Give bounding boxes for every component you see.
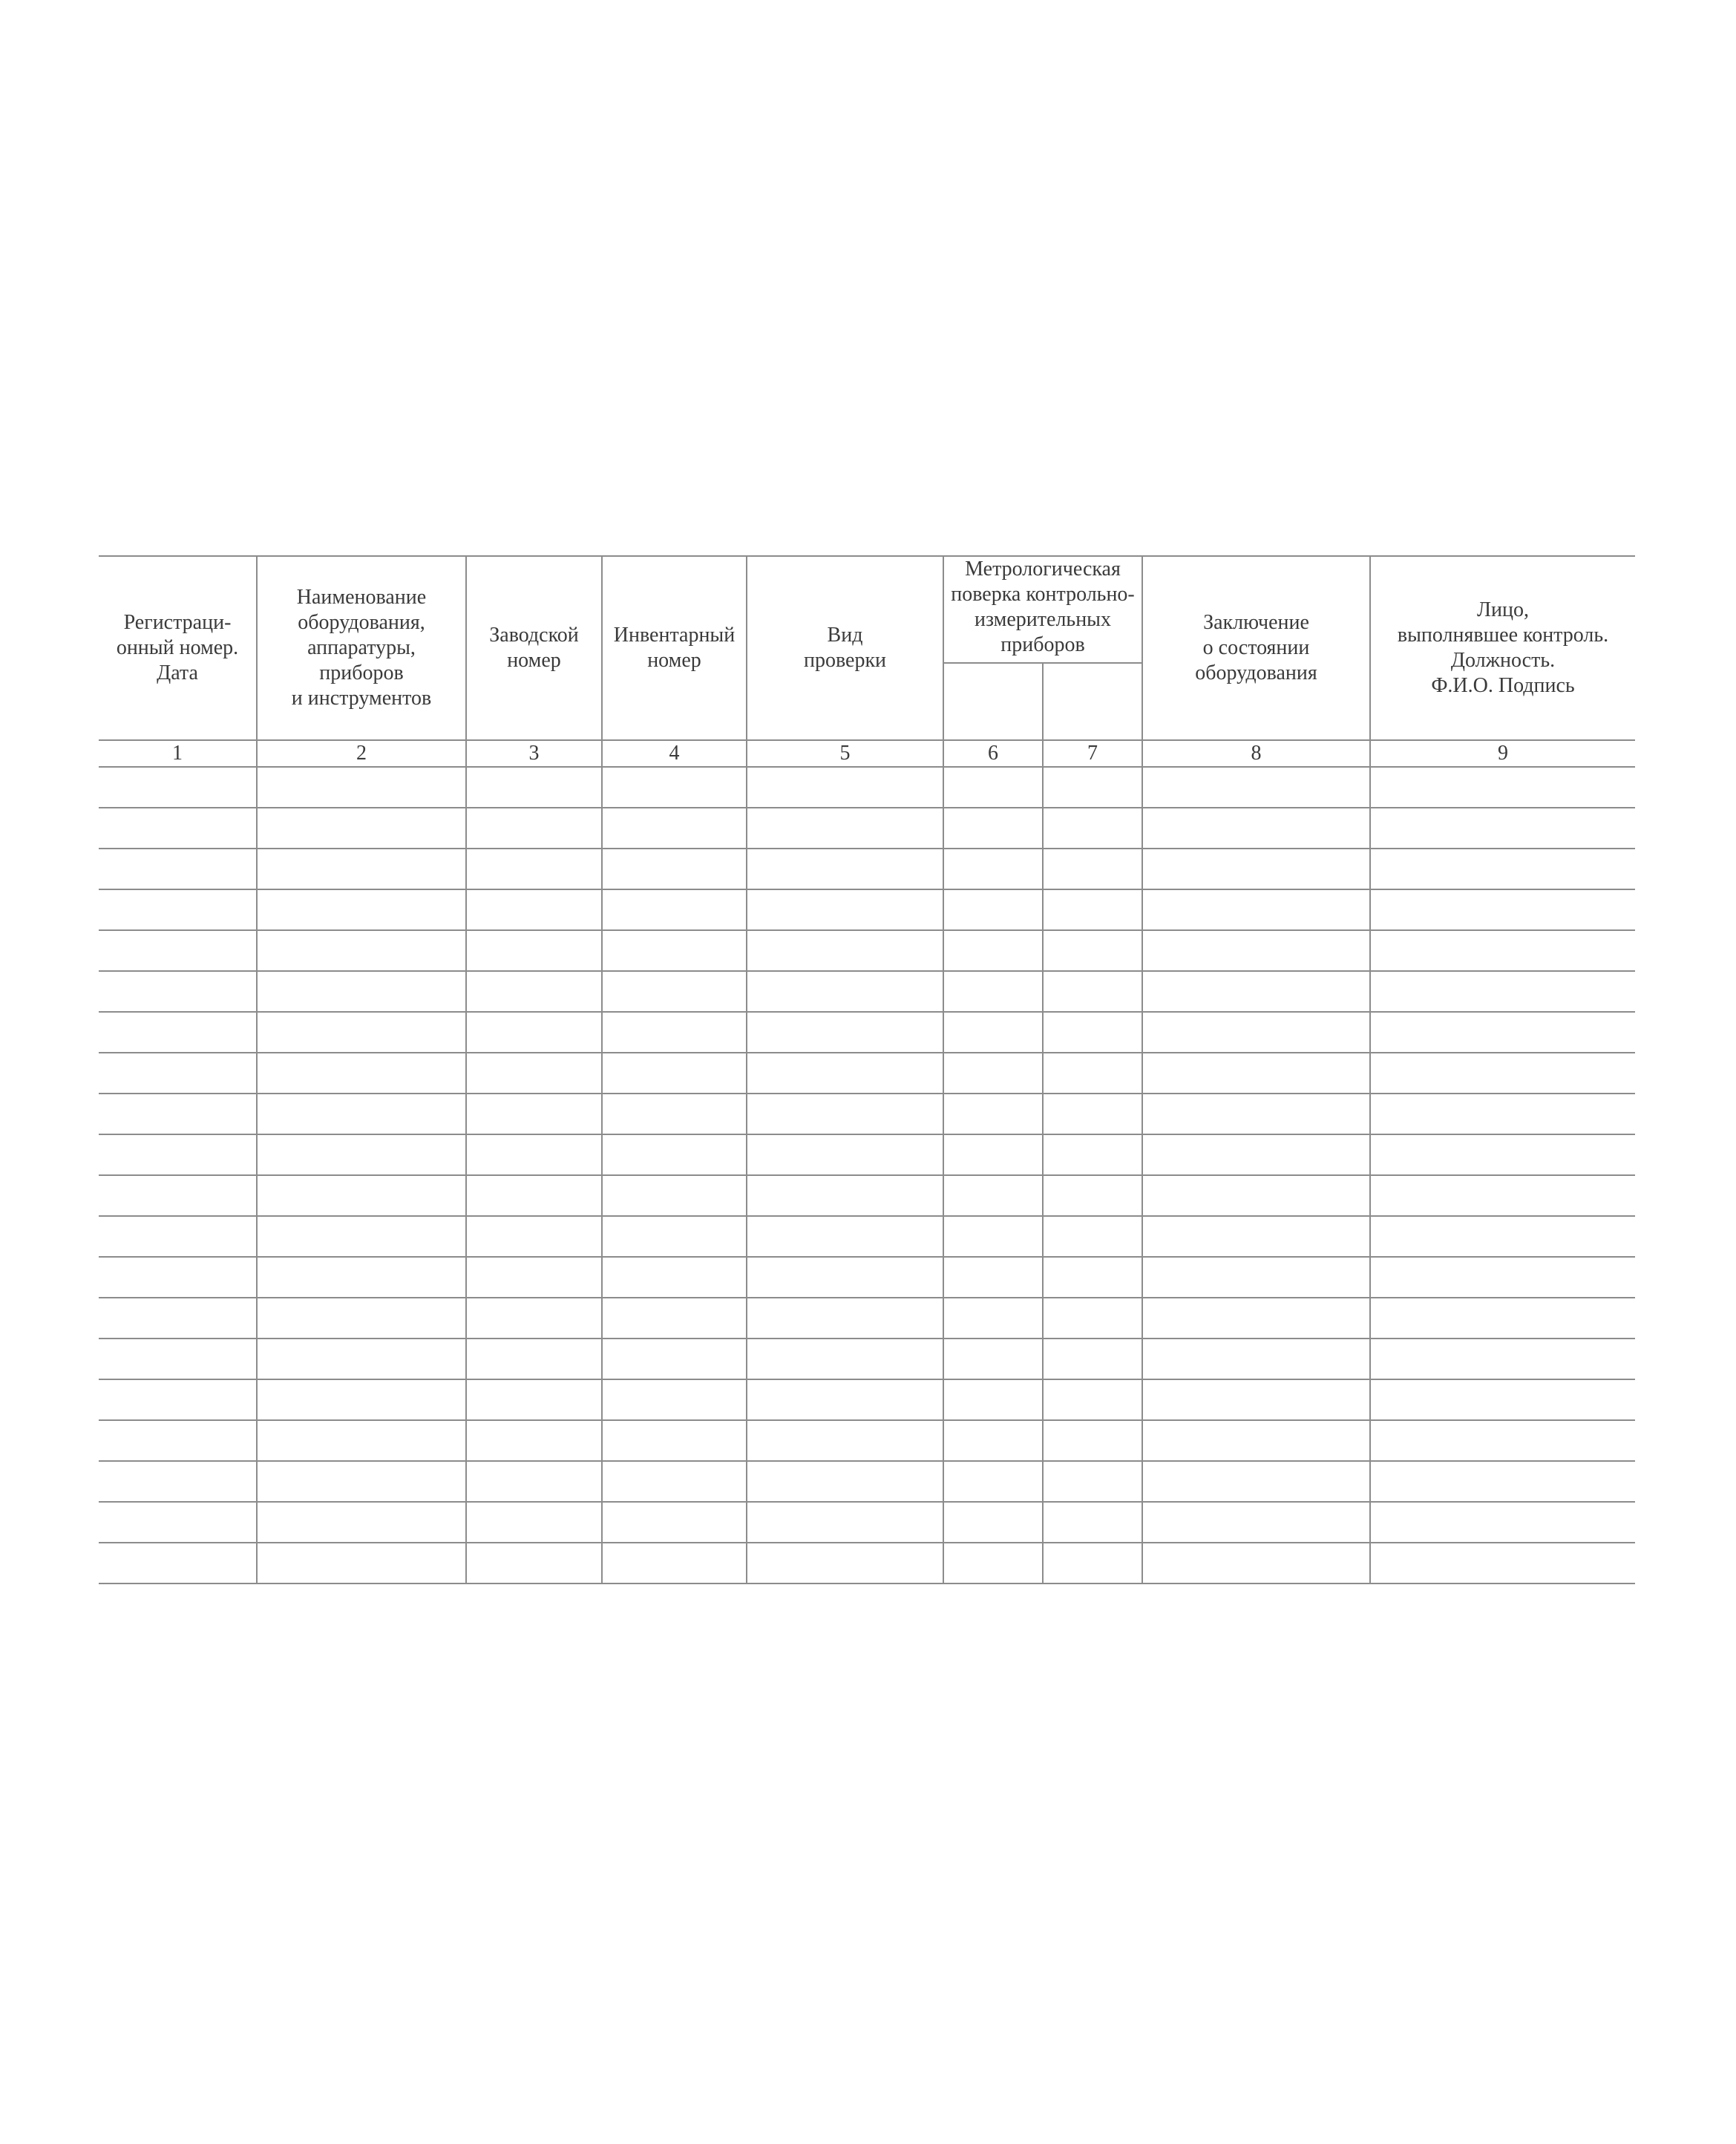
table-cell: [602, 1175, 747, 1216]
table-cell: [99, 1134, 257, 1175]
table-cell: [1370, 1461, 1635, 1502]
table-cell: [602, 1012, 747, 1053]
table-cell: [1142, 971, 1370, 1012]
header-label: Инвентарный номер: [613, 624, 736, 672]
table-row: [99, 1502, 1635, 1543]
table-cell: [1043, 1257, 1142, 1298]
header-serial-number: [466, 556, 602, 740]
table-cell: [1043, 1298, 1142, 1339]
table-cell: [602, 849, 747, 889]
table-cell: [466, 1339, 602, 1379]
table-cell: [602, 1298, 747, 1339]
table-row: [99, 1216, 1635, 1257]
table-cell: [943, 930, 1043, 971]
table-cell: [1370, 1053, 1635, 1094]
table-cell: [1142, 889, 1370, 930]
table-cell: [943, 1502, 1043, 1543]
table-cell: [747, 1339, 943, 1379]
header-label: Наименование оборудования, аппаратуры, приборов и инструментов: [291, 586, 432, 710]
table-cell: [747, 1216, 943, 1257]
table-cell: [943, 1012, 1043, 1053]
table-cell: [99, 1175, 257, 1216]
table-cell: [257, 1257, 466, 1298]
table-cell: [1142, 1094, 1370, 1134]
table-cell: [747, 1053, 943, 1094]
table-cell: [99, 1298, 257, 1339]
table-cell: [1043, 889, 1142, 930]
table-cell: [1142, 1053, 1370, 1094]
table-cell: [257, 1175, 466, 1216]
table-cell: [466, 1420, 602, 1461]
table-cell: [1142, 1257, 1370, 1298]
table-cell: [1142, 930, 1370, 971]
column-number: 3: [466, 740, 602, 767]
table-cell: [466, 930, 602, 971]
table-row: [99, 1012, 1635, 1053]
table-cell: [1370, 1543, 1635, 1584]
table-cell: [1370, 1012, 1635, 1053]
column-number: 7: [1043, 740, 1142, 767]
table-cell: [943, 1053, 1043, 1094]
table-cell: [257, 889, 466, 930]
table-cell: [257, 849, 466, 889]
table-cell: [1142, 1216, 1370, 1257]
header-label: Регистраци- онный номер. Дата: [116, 611, 239, 684]
table-cell: [943, 1420, 1043, 1461]
table-cell: [1142, 1175, 1370, 1216]
table-cell: [466, 1216, 602, 1257]
table-cell: [466, 889, 602, 930]
table-cell: [602, 1420, 747, 1461]
table-cell: [1370, 849, 1635, 889]
table-cell: [466, 767, 602, 808]
table-cell: [257, 1053, 466, 1094]
column-number: 4: [602, 740, 747, 767]
table-cell: [466, 971, 602, 1012]
table-cell: [257, 1379, 466, 1420]
table-cell: [943, 1094, 1043, 1134]
column-number: 5: [747, 740, 943, 767]
table-cell: [1043, 849, 1142, 889]
table-cell: [747, 930, 943, 971]
table-cell: [602, 889, 747, 930]
table-cell: [602, 1502, 747, 1543]
table-cell: [1043, 1012, 1142, 1053]
table-cell: [1043, 1502, 1142, 1543]
table-cell: [257, 767, 466, 808]
table-cell: [602, 1257, 747, 1298]
table-cell: [466, 1094, 602, 1134]
header-check-type: [747, 556, 943, 740]
table-cell: [99, 971, 257, 1012]
table-cell: [466, 1053, 602, 1094]
table-cell: [1142, 1379, 1370, 1420]
table-row: [99, 1053, 1635, 1094]
header-inspector: [1370, 556, 1635, 740]
column-number: 6: [943, 740, 1043, 767]
table-cell: [943, 1379, 1043, 1420]
table-cell: [602, 1379, 747, 1420]
table-cell: [943, 1216, 1043, 1257]
table-row: [99, 1379, 1635, 1420]
table-cell: [747, 767, 943, 808]
table-cell: [99, 767, 257, 808]
table-row: [99, 767, 1635, 808]
table-cell: [466, 1298, 602, 1339]
table-cell: [943, 1175, 1043, 1216]
table-cell: [99, 1461, 257, 1502]
table-cell: [747, 1094, 943, 1134]
column-number: 8: [1142, 740, 1370, 767]
table-cell: [747, 1257, 943, 1298]
table-cell: [99, 1420, 257, 1461]
table-cell: [99, 1216, 257, 1257]
table-row: [99, 1420, 1635, 1461]
table-cell: [1043, 1094, 1142, 1134]
table-cell: [1370, 889, 1635, 930]
table-cell: [1043, 1379, 1142, 1420]
table-cell: [1142, 1543, 1370, 1584]
table-cell: [257, 1339, 466, 1379]
table-cell: [1370, 1420, 1635, 1461]
table-cell: [602, 767, 747, 808]
table-cell: [1370, 1257, 1635, 1298]
table-cell: [1043, 808, 1142, 849]
table-cell: [99, 889, 257, 930]
column-numbers-row: [99, 740, 1635, 767]
table-cell: [747, 1461, 943, 1502]
header-label: Заключение о состоянии оборудования: [1195, 611, 1317, 684]
table-cell: [257, 1298, 466, 1339]
header-label: Заводской номер: [489, 624, 579, 672]
table-cell: [99, 1339, 257, 1379]
table-cell: [99, 1053, 257, 1094]
table-cell: [99, 849, 257, 889]
table-cell: [943, 1461, 1043, 1502]
table-cell: [1043, 971, 1142, 1012]
table-cell: [747, 1502, 943, 1543]
table-cell: [943, 1134, 1043, 1175]
table-cell: [257, 930, 466, 971]
table-cell: [602, 1543, 747, 1584]
table-cell: [257, 971, 466, 1012]
header-metrological-subcolumn-6: [943, 663, 1043, 740]
table-cell: [466, 1012, 602, 1053]
table-cell: [257, 1094, 466, 1134]
table-cell: [747, 889, 943, 930]
table-cell: [747, 1420, 943, 1461]
table-cell: [257, 1134, 466, 1175]
table-row: [99, 808, 1635, 849]
header-label: Метрологическая поверка контрольно- измерительных приборов: [951, 558, 1135, 656]
column-number: 2: [257, 740, 466, 767]
table-cell: [747, 808, 943, 849]
table-cell: [1043, 1461, 1142, 1502]
table-row: [99, 849, 1635, 889]
table-cell: [747, 971, 943, 1012]
table-row: [99, 1461, 1635, 1502]
table-cell: [466, 1461, 602, 1502]
table-cell: [747, 1379, 943, 1420]
table-cell: [747, 1175, 943, 1216]
table-cell: [257, 1543, 466, 1584]
table-cell: [1142, 1339, 1370, 1379]
table-cell: [1370, 1094, 1635, 1134]
table-cell: [1370, 767, 1635, 808]
table-cell: [602, 1216, 747, 1257]
table-cell: [1370, 930, 1635, 971]
table-cell: [1043, 1175, 1142, 1216]
table-cell: [602, 930, 747, 971]
table-cell: [1142, 808, 1370, 849]
table-cell: [257, 1216, 466, 1257]
table-cell: [747, 1298, 943, 1339]
table-cell: [943, 1339, 1043, 1379]
table-cell: [602, 1339, 747, 1379]
table-cell: [943, 971, 1043, 1012]
table-cell: [466, 1543, 602, 1584]
table-cell: [99, 1012, 257, 1053]
table-row: [99, 930, 1635, 971]
table-cell: [943, 849, 1043, 889]
table-cell: [602, 1053, 747, 1094]
table-cell: [747, 1012, 943, 1053]
table-cell: [257, 1012, 466, 1053]
table-cell: [1142, 1012, 1370, 1053]
table-cell: [602, 971, 747, 1012]
table-cell: [943, 889, 1043, 930]
table-row: [99, 1094, 1635, 1134]
table-cell: [943, 767, 1043, 808]
column-number: 1: [99, 740, 257, 767]
table-row: [99, 1339, 1635, 1379]
table-cell: [1142, 1502, 1370, 1543]
table-cell: [943, 1257, 1043, 1298]
table-cell: [466, 1175, 602, 1216]
table-cell: [1142, 1298, 1370, 1339]
table-row: [99, 1257, 1635, 1298]
table-cell: [1370, 1502, 1635, 1543]
table-cell: [257, 1420, 466, 1461]
table-cell: [1043, 930, 1142, 971]
header-inventory-number: [602, 556, 747, 740]
table-row: [99, 1298, 1635, 1339]
table-row: [99, 1543, 1635, 1584]
header-label: Вид проверки: [803, 624, 887, 672]
table-cell: [602, 1134, 747, 1175]
table-cell: [602, 808, 747, 849]
table-cell: [1370, 1175, 1635, 1216]
table-cell: [99, 1094, 257, 1134]
table-cell: [1043, 1543, 1142, 1584]
table-cell: [1370, 1298, 1635, 1339]
table-row: [99, 971, 1635, 1012]
table-cell: [1043, 1134, 1142, 1175]
table-cell: [466, 1502, 602, 1543]
table-row: [99, 1134, 1635, 1175]
table-cell: [1043, 767, 1142, 808]
journal-entries: [99, 767, 1635, 1584]
header-metrological-verification: [943, 556, 1142, 663]
table-cell: [1043, 1420, 1142, 1461]
table-cell: [257, 808, 466, 849]
table-cell: [99, 1379, 257, 1420]
table-row: [99, 1175, 1635, 1216]
table-cell: [1043, 1053, 1142, 1094]
table-cell: [1370, 1339, 1635, 1379]
table-cell: [943, 808, 1043, 849]
table-cell: [943, 1298, 1043, 1339]
table-cell: [1370, 971, 1635, 1012]
table-cell: [602, 1094, 747, 1134]
table-cell: [1370, 1379, 1635, 1420]
table-cell: [1142, 1461, 1370, 1502]
table-cell: [1370, 1216, 1635, 1257]
equipment-control-journal-table: [99, 555, 1635, 1584]
table-cell: [466, 1379, 602, 1420]
table-cell: [257, 1461, 466, 1502]
table-cell: [99, 808, 257, 849]
table-cell: [747, 849, 943, 889]
header-equipment-condition-conclusion: [1142, 556, 1370, 740]
header-label: Лицо, выполнявшее контроль. Должность. Ф.И.О. Подпись: [1397, 598, 1609, 697]
table-cell: [466, 808, 602, 849]
table-cell: [1142, 1134, 1370, 1175]
table-cell: [1043, 1339, 1142, 1379]
table-cell: [747, 1134, 943, 1175]
table-cell: [257, 1502, 466, 1543]
table-cell: [602, 1461, 747, 1502]
table-cell: [99, 930, 257, 971]
table-cell: [1370, 1134, 1635, 1175]
table-cell: [1142, 767, 1370, 808]
table-cell: [943, 1543, 1043, 1584]
header-metrological-subcolumn-7: [1043, 663, 1142, 740]
column-number: 9: [1370, 740, 1635, 767]
table-cell: [466, 849, 602, 889]
header-equipment-name: [257, 556, 466, 740]
table-cell: [466, 1257, 602, 1298]
table-cell: [1043, 1216, 1142, 1257]
table-cell: [99, 1502, 257, 1543]
table-cell: [747, 1543, 943, 1584]
table-cell: [1142, 1420, 1370, 1461]
header-registration-number-date: [99, 556, 257, 740]
table-row: [99, 889, 1635, 930]
table-cell: [99, 1543, 257, 1584]
table-cell: [99, 1257, 257, 1298]
table-cell: [1142, 849, 1370, 889]
table-cell: [466, 1134, 602, 1175]
table-cell: [1370, 808, 1635, 849]
